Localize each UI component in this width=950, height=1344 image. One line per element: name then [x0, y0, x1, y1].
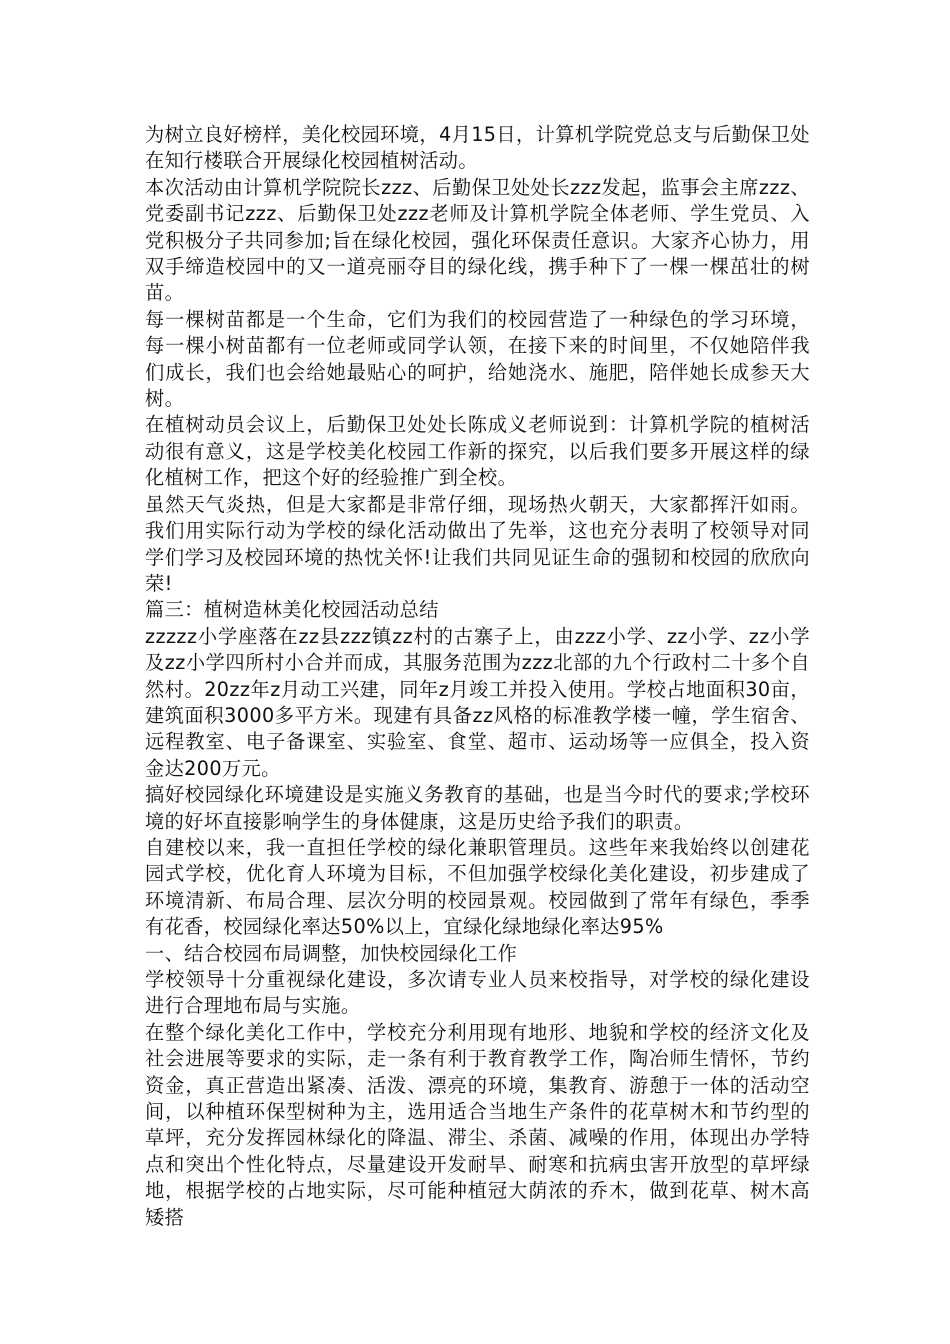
paragraph: 搞好校园绿化环境建设是实施义务教育的基础，也是当今时代的要求;学校环境的好坏直接影响学生的身体健康，这是历史给予我们的职责。 [145, 783, 810, 833]
paragraph: 自建校以来，我一直担任学校的绿化兼职管理员。这些年来我始终以创建花园式学校，优化育人环境为目标，不但加强学校绿化美化建设，初步建成了环境清新、布局合理、层次分明的校园景观。校园做到了常年有绿色，季季有花香，校园绿化率达50%以上，宜绿化绿地绿化率达95% [145, 835, 810, 939]
paragraph: 学校领导十分重视绿化建设，多次请专业人员来校指导，对学校的绿化建设进行合理地布局与实施。 [145, 968, 810, 1018]
paragraph: 为树立良好榜样，美化校园环境，4月15日，计算机学院党总支与后勤保卫处在知行楼联合开展绿化校园植树活动。 [145, 123, 810, 173]
subsection-heading: 一、结合校园布局调整，加快校园绿化工作 [145, 941, 518, 965]
paragraph: 每一棵树苗都是一个生命，它们为我们的校园营造了一种绿色的学习环境，每一棵小树苗都有一位老师或同学认领，在接下来的时间里，不仅她陪伴我们成长，我们也会给她最贴心的呵护，给她浇水、施肥，陪伴她长成参天大树。 [145, 307, 810, 411]
section-heading: 篇三：植树造林美化校园活动总结 [145, 598, 439, 622]
paragraph: 在整个绿化美化工作中，学校充分利用现有地形、地貌和学校的经济文化及社会进展等要求的实际，走一条有利于教育教学工作，陶冶师生情怀，节约资金，真正营造出紧凑、活泼、漂亮的环境，集教育、游憩于一体的活动空间，以种植环保型树种为主，选用适合当地生产条件的花草树木和节约型的草坪，充分发挥园林绿化的降温、滞尘、杀菌、减噪的作用，体现出办学特点和突出个性化特点，尽量建设开发耐旱、耐寒和抗病虫害开放型的草坪绿地，根据学校的占地实际，尽可能种植冠大荫浓的乔木，做到花草、树木高矮搭 [145, 1020, 810, 1229]
paragraph: 在植树动员会议上，后勤保卫处处长陈成义老师说到：计算机学院的植树活动很有意义，这是学校美化校园工作新的探究，以后我们要多开展这样的绿化植树工作，把这个好的经验推广到全校。 [145, 413, 810, 490]
paragraph: zzzzz小学座落在zz县zzz镇zz村的古寨子上，由zzz小学、zz小学、zz小学及zz小学四所村小合并而成，其服务范围为zzz北部的九个行政村二十多个自然村。20zz年z月动工兴建，同年z月竣工并投入使用。学校占地面积30亩，建筑面积3000多平方米。现建有具备zz风格的标准教学楼一幢，学生宿舍、远程教室、电子备课室、实验室、食堂、超市、运动场等一应俱全，投入资金达200万元。 [145, 624, 810, 780]
paragraph: 虽然天气炎热，但是大家都是非常仔细，现场热火朝天，大家都挥汗如雨。我们用实际行动为学校的绿化活动做出了先举，这也充分表明了校领导对同学们学习及校园环境的热忱关怀!让我们共同见证生命的强韧和校园的欣欣向荣! [145, 492, 810, 595]
document-body [145, 122, 810, 1231]
paragraph: 本次活动由计算机学院院长zzz、后勤保卫处处长zzz发起，监事会主席zzz、党委副书记zzz、后勤保卫处zzz老师及计算机学院全体老师、学生党员、入党积极分子共同参加;旨在绿化校园，强化环保责任意识。大家齐心协力，用双手缔造校园中的又一道亮丽夺目的绿化线，携手种下了一棵一棵茁壮的树苗。 [145, 175, 810, 305]
